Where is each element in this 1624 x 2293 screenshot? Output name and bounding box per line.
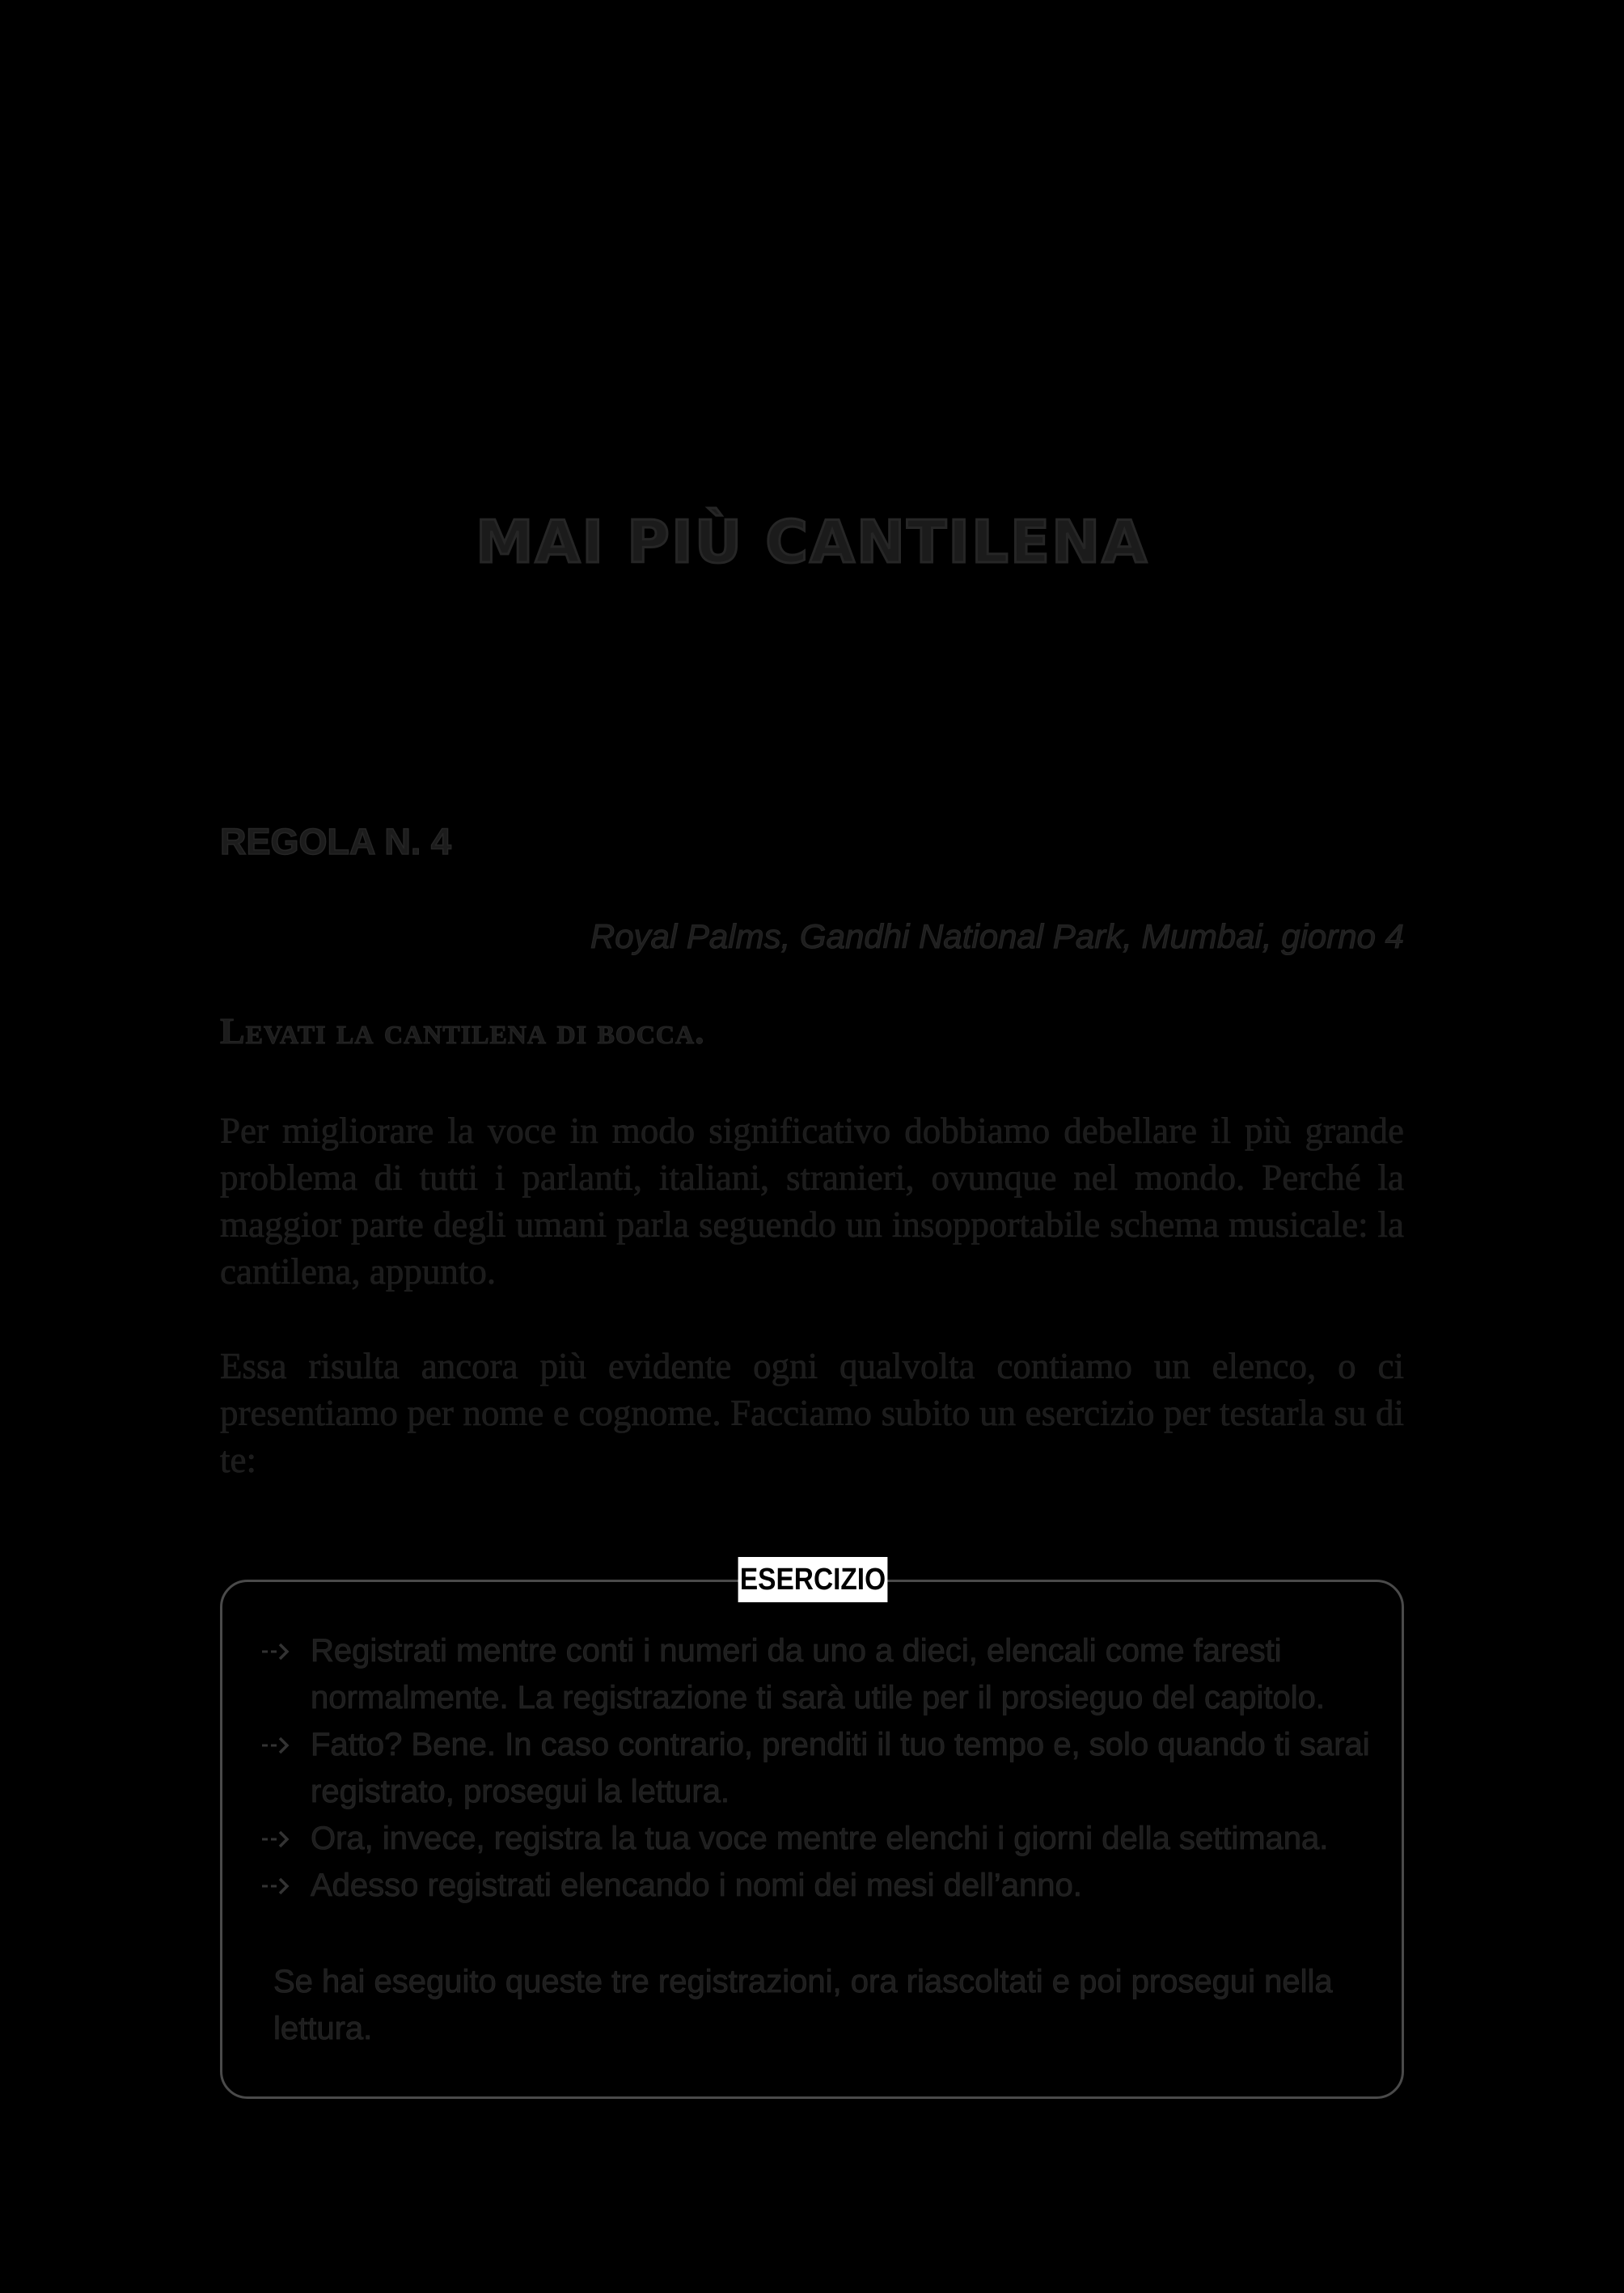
body-paragraph-1: Per migliorare la voce in modo significativo dobbiamo debellare il più grande problema di tutti i parlanti, italiani, stranieri, ovunque nel mondo. Perché la maggior parte degli umani parla seguendo un insopportabile schema musicale: la cantilena, appunto. [220,1111,1404,1292]
exercise-tag: ESERCIZIO [738,1557,888,1602]
exercise-item-text: Adesso registrati elencando i nomi dei mesi dell’anno. [311,1868,1082,1903]
dashed-arrow-right-icon [260,1627,296,1674]
rule-heading: Levati la cantilena di bocca. [220,1010,705,1051]
exercise-item [260,1721,1377,1815]
dashed-arrow-right-icon [260,1815,296,1862]
exercise-item [260,1815,1377,1862]
exercise-item-text: Fatto? Bene. In caso contrario, prenditi il tuo tempo e, solo quando ti sarai registrato, prosegui la lettura. [311,1727,1370,1809]
exercise-item-text: Registrati mentre conti i numeri da uno a dieci, elencali come faresti normalmente. La registrazione ti sarà utile per il prosieguo del capitolo. [311,1633,1326,1716]
rule-label: REGOLA N. 4 [220,821,451,862]
exercise-item [260,1627,1377,1721]
exercise-list [260,1627,1377,1909]
dashed-arrow-right-icon [260,1721,296,1768]
location-line: Royal Palms, Gandhi National Park, Mumbai, giorno 4 [590,917,1404,955]
dashed-arrow-right-icon [260,1862,296,1909]
chapter-title: MAI PIÙ CANTILENA [475,508,1149,576]
exercise-item-text: Ora, invece, registra la tua voce mentre elenchi i giorni della settimana. [311,1821,1329,1856]
exercise-note: Se hai eseguito queste tre registrazioni, ora riascoltati e poi prosegui nella lettura. [273,1964,1333,2046]
body-paragraph-2: Essa risulta ancora più evidente ogni qualvolta contiamo un elenco, o ci presentiamo per nome e cognome. Facciamo subito un esercizio per testarla su di te: [220,1346,1404,1480]
exercise-item [260,1862,1377,1909]
